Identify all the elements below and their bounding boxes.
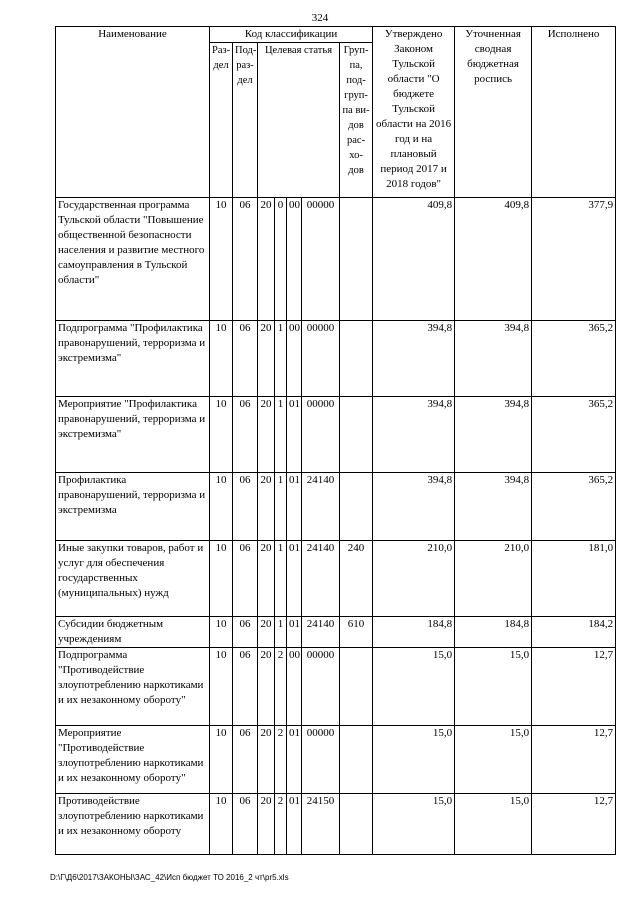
row-target-direction: 00000 (302, 726, 340, 794)
header-refined: Уточненная сводная бюджетная роспись (455, 27, 532, 198)
row-target-direction: 24140 (302, 617, 340, 648)
row-target-program: 20 (258, 617, 275, 648)
header-razdel: Раз-дел (210, 43, 233, 198)
row-name: Иные закупки товаров, работ и услуг для обеспечения государственных (муниципальных) нужд (56, 541, 210, 617)
row-name: Мероприятие "Противодействие злоупотреблению наркотиками и их незаконному обороту" (56, 726, 210, 794)
row-razdel: 10 (210, 541, 233, 617)
row-podrazdel: 06 (233, 198, 258, 321)
row-target-event: 00 (287, 198, 302, 321)
row-refined: 15,0 (455, 794, 532, 855)
row-refined: 184,8 (455, 617, 532, 648)
row-target-subprogram: 1 (275, 397, 287, 473)
row-expense-group: 240 (340, 541, 373, 617)
row-approved: 409,8 (373, 198, 455, 321)
row-podrazdel: 06 (233, 473, 258, 541)
row-target-subprogram: 2 (275, 726, 287, 794)
row-target-direction: 00000 (302, 397, 340, 473)
row-target-event: 01 (287, 617, 302, 648)
row-name: Мероприятие "Профилактика правонарушений, терроризма и экстремизма" (56, 397, 210, 473)
row-target-program: 20 (258, 473, 275, 541)
row-target-event: 01 (287, 726, 302, 794)
row-executed: 377,9 (532, 198, 616, 321)
row-refined: 210,0 (455, 541, 532, 617)
footer-file-path: D:\Г\Д6\2017\ЗАКОНЫ\ЗАС_42\Исп бюджет ТО 2016_2 чт\pr5.xls (50, 873, 289, 882)
header-podrazdel: Под-раз-дел (233, 43, 258, 198)
row-target-program: 20 (258, 726, 275, 794)
row-name: Субсидии бюджетным учреждениям (56, 617, 210, 648)
header-executed: Исполнено (532, 27, 616, 198)
row-target-program: 20 (258, 321, 275, 397)
row-expense-group (340, 648, 373, 726)
row-target-subprogram: 0 (275, 198, 287, 321)
row-razdel: 10 (210, 794, 233, 855)
page-number: 324 (311, 12, 329, 24)
row-target-subprogram: 1 (275, 473, 287, 541)
row-podrazdel: 06 (233, 541, 258, 617)
header-name: Наименование (56, 27, 210, 198)
table-row (56, 726, 616, 794)
table-row (56, 541, 616, 617)
header-gruppa: Груп-па, под-груп-па ви-дов рас-хо-дов (340, 43, 373, 198)
row-razdel: 10 (210, 397, 233, 473)
row-podrazdel: 06 (233, 794, 258, 855)
row-podrazdel: 06 (233, 321, 258, 397)
row-razdel: 10 (210, 198, 233, 321)
row-expense-group (340, 794, 373, 855)
row-executed: 365,2 (532, 473, 616, 541)
row-executed: 365,2 (532, 397, 616, 473)
row-razdel: 10 (210, 648, 233, 726)
row-executed: 184,2 (532, 617, 616, 648)
row-target-direction: 24140 (302, 473, 340, 541)
row-target-subprogram: 2 (275, 794, 287, 855)
row-target-event: 00 (287, 648, 302, 726)
row-refined: 409,8 (455, 198, 532, 321)
row-target-direction: 24140 (302, 541, 340, 617)
row-target-event: 01 (287, 397, 302, 473)
row-expense-group (340, 198, 373, 321)
row-approved: 210,0 (373, 541, 455, 617)
row-podrazdel: 06 (233, 726, 258, 794)
row-expense-group (340, 397, 373, 473)
row-approved: 394,8 (373, 473, 455, 541)
row-executed: 12,7 (532, 726, 616, 794)
row-name: Профилактика правонарушений, терроризма и экстремизма (56, 473, 210, 541)
table-row (56, 321, 616, 397)
row-target-program: 20 (258, 198, 275, 321)
row-target-subprogram: 2 (275, 648, 287, 726)
row-target-program: 20 (258, 541, 275, 617)
row-podrazdel: 06 (233, 397, 258, 473)
row-podrazdel: 06 (233, 648, 258, 726)
row-refined: 394,8 (455, 321, 532, 397)
row-executed: 12,7 (532, 648, 616, 726)
table-row (56, 198, 616, 321)
row-name: Государственная программа Тульской области "Повышение общественной безопасности населения и развитие местного самоуправления в Тульской области" (56, 198, 210, 321)
row-target-event: 01 (287, 794, 302, 855)
row-target-event: 01 (287, 473, 302, 541)
row-expense-group (340, 726, 373, 794)
row-approved: 394,8 (373, 321, 455, 397)
row-approved: 184,8 (373, 617, 455, 648)
row-executed: 365,2 (532, 321, 616, 397)
row-target-program: 20 (258, 397, 275, 473)
row-razdel: 10 (210, 321, 233, 397)
row-razdel: 10 (210, 726, 233, 794)
row-name: Противодействие злоупотреблению наркотиками и их незаконному обороту (56, 794, 210, 855)
row-expense-group (340, 473, 373, 541)
row-target-subprogram: 1 (275, 321, 287, 397)
row-target-direction: 00000 (302, 648, 340, 726)
row-refined: 394,8 (455, 473, 532, 541)
header-tselevaya: Целевая статья (258, 43, 340, 198)
row-target-direction: 00000 (302, 198, 340, 321)
row-target-event: 01 (287, 541, 302, 617)
header-approved: Утверждено Законом Тульской области "О бюджете Тульской области на 2016 год и на плановый период 2017 и 2018 годов" (373, 27, 455, 198)
table-row (56, 648, 616, 726)
row-razdel: 10 (210, 473, 233, 541)
header-code-group: Код классификации (210, 27, 373, 43)
row-approved: 15,0 (373, 794, 455, 855)
row-expense-group: 610 (340, 617, 373, 648)
row-approved: 15,0 (373, 726, 455, 794)
row-target-subprogram: 1 (275, 541, 287, 617)
row-expense-group (340, 321, 373, 397)
table-row (56, 473, 616, 541)
row-approved: 394,8 (373, 397, 455, 473)
row-name: Подпрограмма "Противодействие злоупотреблению наркотиками и их незаконному обороту" (56, 648, 210, 726)
budget-table (55, 26, 616, 855)
row-target-program: 20 (258, 648, 275, 726)
row-refined: 15,0 (455, 726, 532, 794)
row-executed: 12,7 (532, 794, 616, 855)
row-name: Подпрограмма "Профилактика правонарушений, терроризма и экстремизма" (56, 321, 210, 397)
row-target-direction: 24150 (302, 794, 340, 855)
table-row (56, 794, 616, 855)
row-refined: 15,0 (455, 648, 532, 726)
row-approved: 15,0 (373, 648, 455, 726)
row-target-program: 20 (258, 794, 275, 855)
table-row (56, 617, 616, 648)
row-podrazdel: 06 (233, 617, 258, 648)
row-refined: 394,8 (455, 397, 532, 473)
row-executed: 181,0 (532, 541, 616, 617)
row-target-subprogram: 1 (275, 617, 287, 648)
row-razdel: 10 (210, 617, 233, 648)
table-row (56, 397, 616, 473)
row-target-event: 00 (287, 321, 302, 397)
row-target-direction: 00000 (302, 321, 340, 397)
